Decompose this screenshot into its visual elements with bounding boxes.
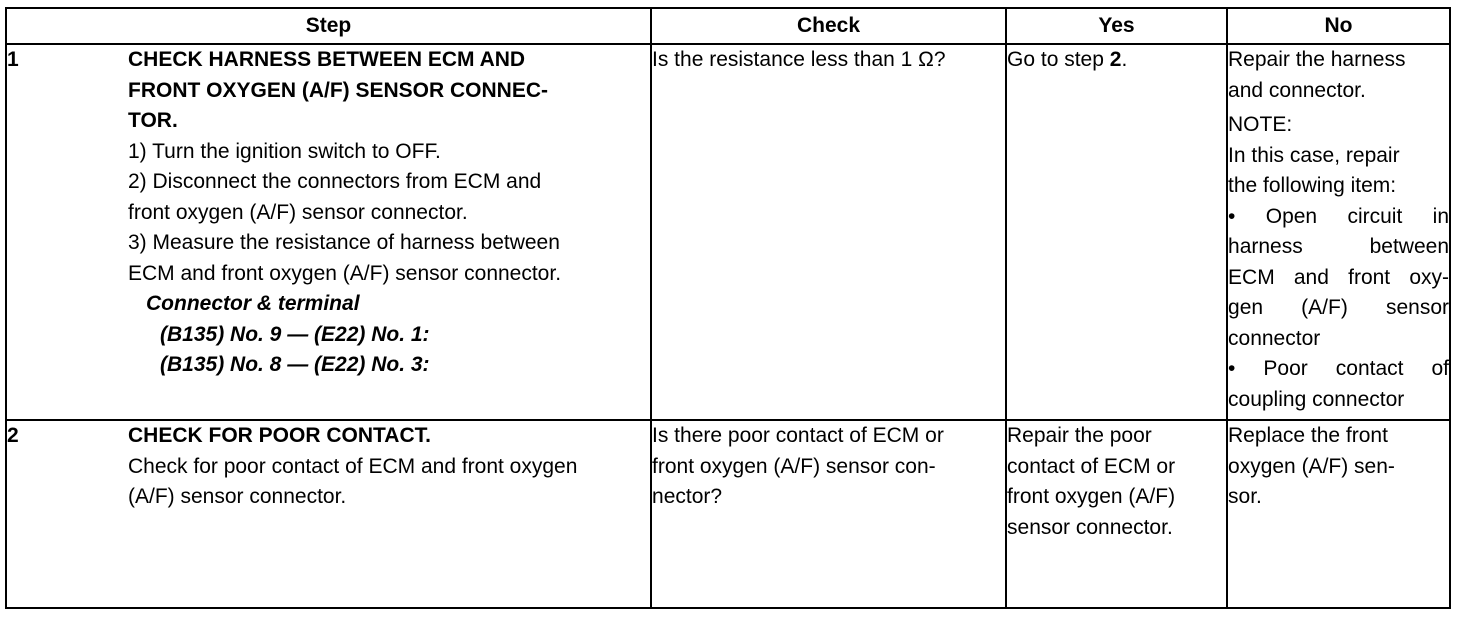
procedure-line: Check for poor contact of ECM and front oxygen [128,454,578,478]
no-line: Repair the harness [1228,48,1406,71]
table-row [6,420,1450,608]
yes-prefix: Go to step [1007,48,1110,71]
header-yes: Yes [1006,8,1227,44]
terminal-line: (B135) No. 8 — (E22) No. 3: [160,353,430,376]
no-line: Replace the front [1228,424,1388,447]
step-number: 1 [6,44,128,420]
table-row [6,44,1450,420]
bullet-line: ECM and front oxy- [1228,265,1450,289]
step-number: 2 [6,420,128,608]
step-title-line: FRONT OXYGEN (A/F) SENSOR CONNEC- [128,78,549,102]
bullet-line: harness between [1228,235,1450,258]
note-line: In this case, repair [1228,143,1400,167]
header-check: Check [651,8,1006,44]
bullet-line: • Open circuit in [1228,204,1450,228]
step-title-line: TOR. [128,109,178,132]
yes-line: contact of ECM or [1007,454,1176,478]
procedure-line: 2) Disconnect the connectors from ECM and [128,170,542,193]
check-line: nector? [652,485,723,508]
yes-line: sensor connector. [1007,515,1173,539]
connector-label: Connector & terminal [146,292,360,315]
check-cell [651,420,1006,608]
step-title-line: CHECK FOR POOR CONTACT. [128,424,431,447]
no-cell [1227,44,1450,420]
step-title-line: CHECK HARNESS BETWEEN ECM AND [128,48,526,71]
check-text: Is the resistance less than 1 Ω? [652,48,946,71]
bullet-line: coupling connector [1228,387,1405,411]
diagnostic-table [5,7,1451,609]
bullet-line: connector [1228,326,1321,350]
header-step: Step [6,8,651,44]
procedure-line: 3) Measure the resistance of harness between [128,231,560,254]
yes-line: Repair the poor [1007,424,1152,447]
yes-suffix: . [1121,48,1128,71]
header-row [6,8,1450,44]
note-label: NOTE: [1228,113,1293,136]
no-line: and connector. [1228,78,1366,102]
yes-cell [1006,420,1227,608]
check-line: Is there poor contact of ECM or [652,424,944,447]
yes-text [1007,45,1226,76]
procedure-line: ECM and front oxygen (A/F) sensor connector. [128,261,562,285]
note-line: the following item: [1228,174,1397,197]
procedure-line: 1) Turn the ignition switch to OFF. [128,139,441,163]
check-cell [651,44,1006,420]
terminal-line: (B135) No. 9 — (E22) No. 1: [160,322,430,346]
yes-line: front oxygen (A/F) [1007,485,1176,508]
procedure-line: (A/F) sensor connector. [128,485,347,508]
procedure-line: front oxygen (A/F) sensor connector. [128,200,468,224]
yes-step-ref: 2 [1109,48,1122,71]
no-line: sor. [1228,485,1262,508]
no-line: oxygen (A/F) sen- [1228,454,1395,478]
step-description [128,44,651,420]
bullet-line: • Poor contact of [1228,357,1450,380]
header-no: No [1227,8,1450,44]
yes-cell [1006,44,1227,420]
check-line: front oxygen (A/F) sensor con- [652,454,936,478]
step-description [128,420,651,608]
no-cell [1227,420,1450,608]
bullet-line: gen (A/F) sensor [1228,296,1450,319]
